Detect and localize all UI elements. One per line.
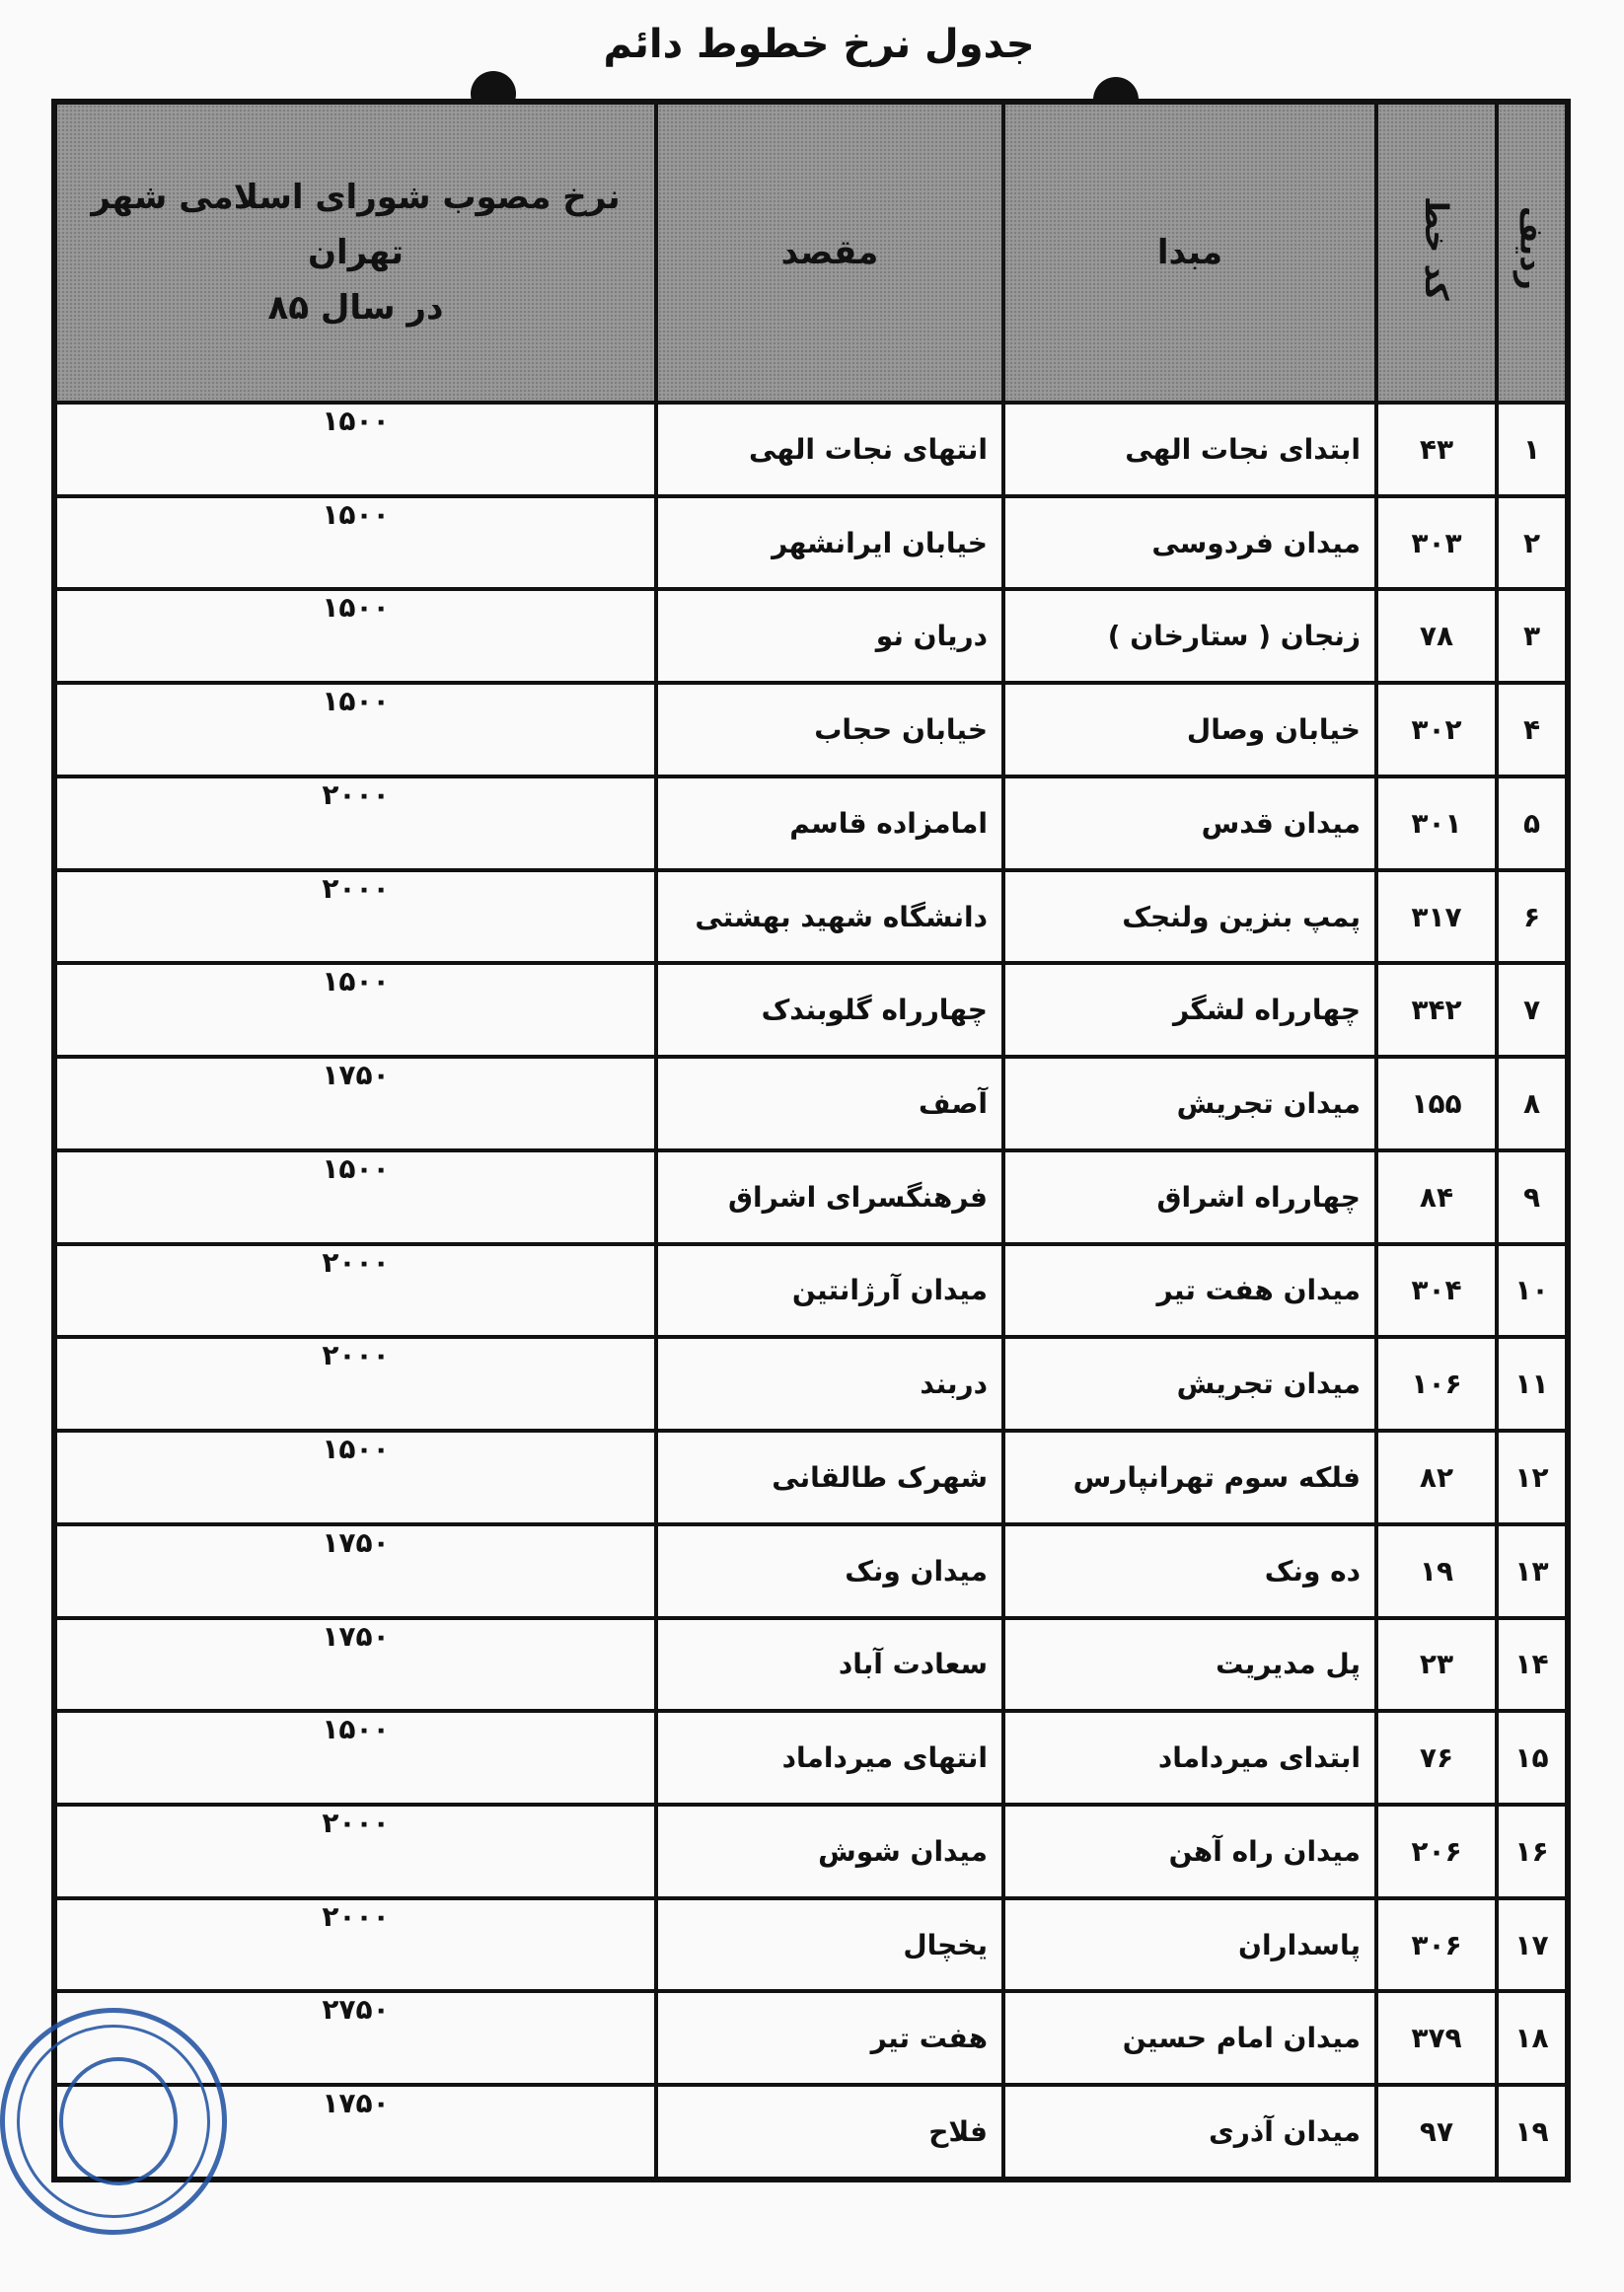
origin-cell: پمپ بنزین ولنجک xyxy=(1003,870,1376,964)
page-title: جدول نرخ خطوط دائم xyxy=(603,22,1035,67)
origin-cell: زنجان ( ستارخان ) xyxy=(1003,589,1376,683)
header-destination: مقصد xyxy=(656,102,1003,403)
row-number: ۱۱ xyxy=(1497,1337,1568,1431)
row-number: ۱ xyxy=(1497,403,1568,496)
row-number: ۱۹ xyxy=(1497,2085,1568,2180)
row-number: ۱۵ xyxy=(1497,1711,1568,1805)
rate-cell: ۱۷۵۰ xyxy=(54,2085,656,2180)
row-number: ۱۴ xyxy=(1497,1618,1568,1712)
table-row xyxy=(54,496,1568,590)
origin-cell: فلکه سوم تهرانپارس xyxy=(1003,1431,1376,1524)
row-number: ۵ xyxy=(1497,776,1568,870)
header-rate xyxy=(54,102,656,403)
table-row xyxy=(54,2085,1568,2180)
header-rate-line2: در سال ۸۵ xyxy=(267,288,444,328)
line-code: ۷۶ xyxy=(1376,1711,1497,1805)
origin-cell: ابتدای میرداماد xyxy=(1003,1711,1376,1805)
table-row xyxy=(54,963,1568,1057)
row-number: ۱۸ xyxy=(1497,1991,1568,2085)
destination-cell: دانشگاه شهید بهشتی xyxy=(656,870,1003,964)
rate-cell: ۱۵۰۰ xyxy=(54,496,656,590)
row-number: ۱۳ xyxy=(1497,1524,1568,1618)
origin-cell: میدان امام حسین xyxy=(1003,1991,1376,2085)
table-row xyxy=(54,870,1568,964)
destination-cell: میدان آرژانتین xyxy=(656,1244,1003,1338)
destination-cell: یخچال xyxy=(656,1898,1003,1992)
destination-cell: سعادت آباد xyxy=(656,1618,1003,1712)
table-row xyxy=(54,1150,1568,1244)
rate-cell: ۲۰۰۰ xyxy=(54,1244,656,1338)
rate-cell: ۱۷۵۰ xyxy=(54,1524,656,1618)
destination-cell: فرهنگسرای اشراق xyxy=(656,1150,1003,1244)
rate-cell: ۲۰۰۰ xyxy=(54,1898,656,1992)
row-number: ۱۲ xyxy=(1497,1431,1568,1524)
origin-cell: میدان هفت تیر xyxy=(1003,1244,1376,1338)
rate-cell: ۱۵۰۰ xyxy=(54,1711,656,1805)
row-number: ۴ xyxy=(1497,683,1568,776)
rate-cell: ۱۵۰۰ xyxy=(54,1150,656,1244)
origin-cell: پل مدیریت xyxy=(1003,1618,1376,1712)
line-code: ۳۰۳ xyxy=(1376,496,1497,590)
destination-cell: امامزاده قاسم xyxy=(656,776,1003,870)
origin-cell: میدان تجریش xyxy=(1003,1337,1376,1431)
table-row xyxy=(54,1991,1568,2085)
council-stamp xyxy=(0,2008,227,2235)
rates-table xyxy=(51,99,1571,2182)
rate-cell: ۲۰۰۰ xyxy=(54,776,656,870)
origin-cell: میدان فردوسی xyxy=(1003,496,1376,590)
line-code: ۸۲ xyxy=(1376,1431,1497,1524)
line-code: ۲۳ xyxy=(1376,1618,1497,1712)
origin-cell: چهارراه لشگر xyxy=(1003,963,1376,1057)
rates-table-body xyxy=(54,403,1568,2180)
rate-cell: ۱۵۰۰ xyxy=(54,1431,656,1524)
destination-cell: خیابان ایرانشهر xyxy=(656,496,1003,590)
header-row-no: ردیف xyxy=(1497,102,1568,403)
line-code: ۹۷ xyxy=(1376,2085,1497,2180)
line-code: ۱۵۵ xyxy=(1376,1057,1497,1150)
table-row xyxy=(54,776,1568,870)
line-code: ۳۰۱ xyxy=(1376,776,1497,870)
row-number: ۲ xyxy=(1497,496,1568,590)
header-rate-line1: نرخ مصوب شورای اسلامی شهر تهران xyxy=(91,178,621,272)
origin-cell: ده ونک xyxy=(1003,1524,1376,1618)
line-code: ۸۴ xyxy=(1376,1150,1497,1244)
row-number: ۱۰ xyxy=(1497,1244,1568,1338)
table-row xyxy=(54,403,1568,496)
line-code: ۳۱۷ xyxy=(1376,870,1497,964)
destination-cell: خیابان حجاب xyxy=(656,683,1003,776)
row-number: ۱۶ xyxy=(1497,1805,1568,1898)
line-code: ۱۹ xyxy=(1376,1524,1497,1618)
origin-cell: ابتدای نجات الهی xyxy=(1003,403,1376,496)
origin-cell: میدان راه آهن xyxy=(1003,1805,1376,1898)
line-code: ۷۸ xyxy=(1376,589,1497,683)
table-row xyxy=(54,1057,1568,1150)
destination-cell: آصف xyxy=(656,1057,1003,1150)
rate-cell: ۱۵۰۰ xyxy=(54,963,656,1057)
rate-cell: ۲۰۰۰ xyxy=(54,1805,656,1898)
table-row xyxy=(54,1618,1568,1712)
row-number: ۹ xyxy=(1497,1150,1568,1244)
destination-cell: انتهای میرداماد xyxy=(656,1711,1003,1805)
destination-cell: میدان ونک xyxy=(656,1524,1003,1618)
origin-cell: پاسداران xyxy=(1003,1898,1376,1992)
destination-cell: دربند xyxy=(656,1337,1003,1431)
destination-cell: دریان نو xyxy=(656,589,1003,683)
header-row xyxy=(54,102,1568,403)
line-code: ۴۳ xyxy=(1376,403,1497,496)
table-row xyxy=(54,1431,1568,1524)
rate-cell: ۱۷۵۰ xyxy=(54,1057,656,1150)
origin-cell: چهارراه اشراق xyxy=(1003,1150,1376,1244)
line-code: ۱۰۶ xyxy=(1376,1337,1497,1431)
table-row xyxy=(54,589,1568,683)
origin-cell: میدان قدس xyxy=(1003,776,1376,870)
row-number: ۳ xyxy=(1497,589,1568,683)
destination-cell: چهارراه گلوبندک xyxy=(656,963,1003,1057)
line-code: ۳۴۲ xyxy=(1376,963,1497,1057)
rate-cell: ۲۰۰۰ xyxy=(54,870,656,964)
table-row xyxy=(54,1805,1568,1898)
line-code: ۲۰۶ xyxy=(1376,1805,1497,1898)
line-code: ۳۰۶ xyxy=(1376,1898,1497,1992)
row-number: ۶ xyxy=(1497,870,1568,964)
rate-cell: ۲۰۰۰ xyxy=(54,1337,656,1431)
rate-cell: ۱۵۰۰ xyxy=(54,403,656,496)
rate-cell: ۱۵۰۰ xyxy=(54,589,656,683)
rate-cell: ۲۷۵۰ xyxy=(54,1991,656,2085)
table-row xyxy=(54,1898,1568,1992)
table-row xyxy=(54,1244,1568,1338)
line-code: ۳۷۹ xyxy=(1376,1991,1497,2085)
line-code: ۳۰۲ xyxy=(1376,683,1497,776)
row-number: ۷ xyxy=(1497,963,1568,1057)
destination-cell: میدان شوش xyxy=(656,1805,1003,1898)
origin-cell: میدان آذری xyxy=(1003,2085,1376,2180)
destination-cell: شهرک طالقانی xyxy=(656,1431,1003,1524)
header-origin: مبدا xyxy=(1003,102,1376,403)
table-row xyxy=(54,1337,1568,1431)
table-row xyxy=(54,683,1568,776)
row-number: ۸ xyxy=(1497,1057,1568,1150)
table-row xyxy=(54,1524,1568,1618)
header-line-code: کد خط xyxy=(1376,102,1497,403)
destination-cell: فلاح xyxy=(656,2085,1003,2180)
destination-cell: انتهای نجات الهی xyxy=(656,403,1003,496)
row-number: ۱۷ xyxy=(1497,1898,1568,1992)
rate-cell: ۱۵۰۰ xyxy=(54,683,656,776)
table-row xyxy=(54,1711,1568,1805)
destination-cell: هفت تیر xyxy=(656,1991,1003,2085)
origin-cell: میدان تجریش xyxy=(1003,1057,1376,1150)
line-code: ۳۰۴ xyxy=(1376,1244,1497,1338)
rate-cell: ۱۷۵۰ xyxy=(54,1618,656,1712)
origin-cell: خیابان وصال xyxy=(1003,683,1376,776)
